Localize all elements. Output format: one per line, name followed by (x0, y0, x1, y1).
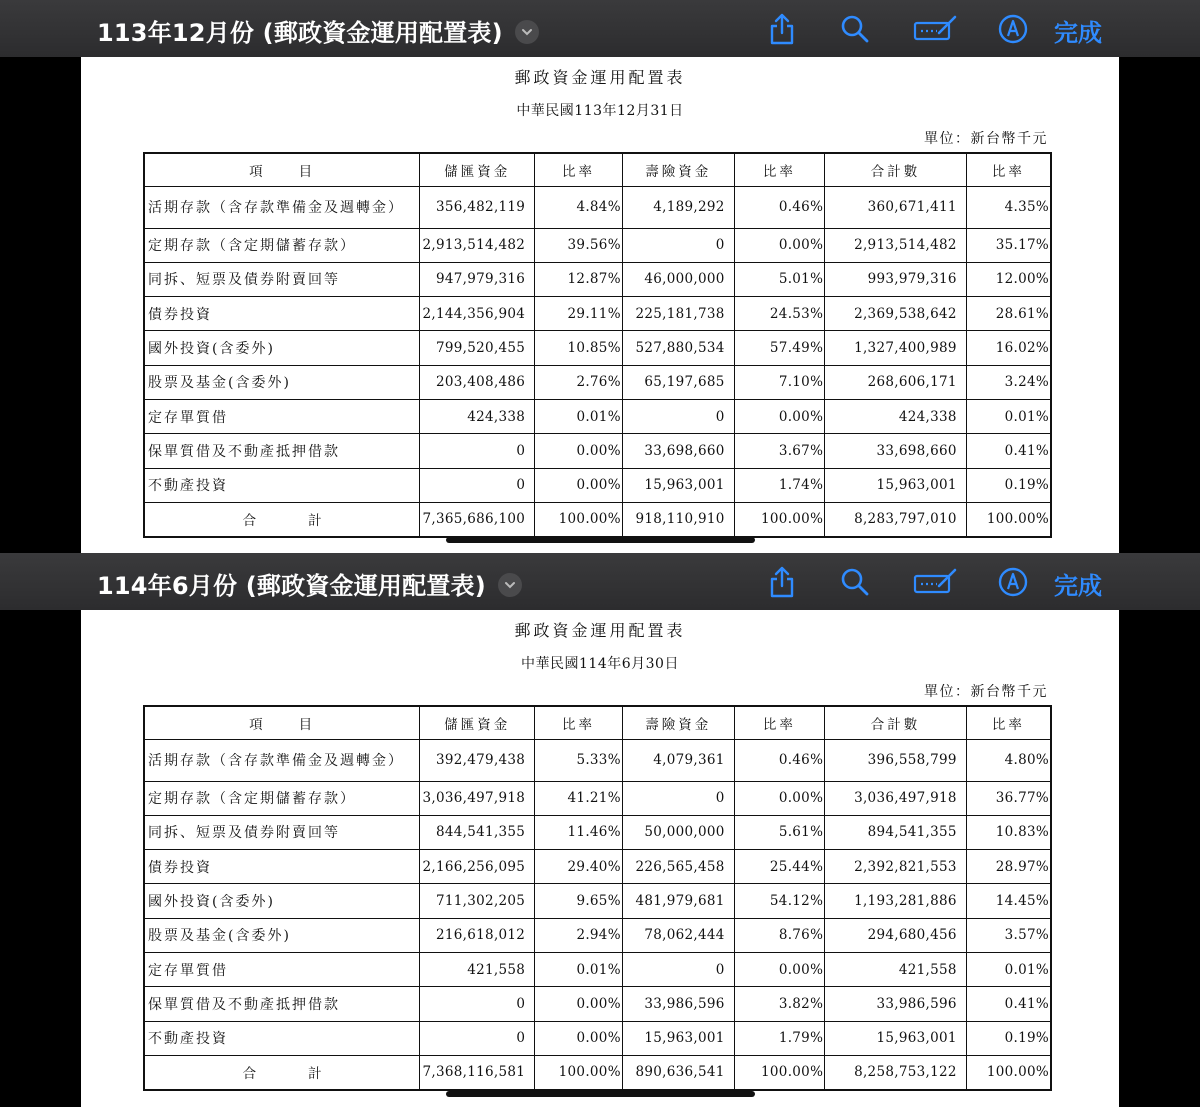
home-indicator[interactable] (446, 1091, 755, 1097)
unit-label: 單位：新台幣千元 (924, 684, 1048, 700)
table-cell: 424,338 (825, 399, 967, 433)
row-label: 國外投資(含委外) (144, 884, 420, 918)
row-label: 同拆、短票及債券附賣回等 (144, 815, 420, 849)
total-cell: 7,365,686,100 (420, 502, 535, 536)
table-cell: 29.40% (535, 850, 623, 884)
table-cell: 7.10% (734, 365, 825, 399)
table-cell: 0 (420, 1021, 535, 1055)
top-toolbar (0, 553, 1200, 610)
share-icon[interactable] (765, 12, 799, 46)
table-cell: 28.61% (966, 297, 1051, 331)
column-header: 合計數 (825, 706, 967, 739)
table-cell: 225,181,738 (622, 297, 734, 331)
row-label: 不動產投資 (144, 468, 420, 502)
table-cell: 9.65% (535, 884, 623, 918)
row-label: 債券投資 (144, 297, 420, 331)
table-cell: 844,541,355 (420, 815, 535, 849)
total-cell: 918,110,910 (622, 502, 734, 536)
search-icon[interactable] (838, 12, 872, 46)
table-row (144, 228, 1051, 262)
unit-label: 單位：新台幣千元 (924, 131, 1048, 147)
row-label: 國外投資(含委外) (144, 331, 420, 365)
table-cell: 46,000,000 (622, 262, 734, 296)
table-cell: 5.01% (734, 262, 825, 296)
column-header: 壽險資金 (622, 153, 734, 186)
table-cell: 0.00% (535, 1021, 623, 1055)
table-cell: 3.82% (734, 987, 825, 1021)
table-cell: 28.97% (966, 850, 1051, 884)
table-row (144, 952, 1051, 986)
table-cell: 894,541,355 (825, 815, 967, 849)
viewer-screen-2 (0, 553, 1200, 1107)
row-label: 活期存款（含存款準備金及週轉金） (144, 186, 420, 228)
table-cell: 16.02% (966, 331, 1051, 365)
table-cell: 1.74% (734, 468, 825, 502)
column-header: 合計數 (825, 153, 967, 186)
table-cell: 4,079,361 (622, 739, 734, 781)
document-page (81, 57, 1119, 553)
table-row (144, 815, 1051, 849)
table-cell: 0.00% (734, 781, 825, 815)
table-cell: 0.01% (535, 952, 623, 986)
table-cell: 3.57% (966, 918, 1051, 952)
table-cell: 0.19% (966, 468, 1051, 502)
table-cell: 0.00% (535, 987, 623, 1021)
table-cell: 50,000,000 (622, 815, 734, 849)
total-cell: 8,258,753,122 (825, 1055, 967, 1089)
allocation-table (143, 152, 1052, 538)
row-label: 定期存款（含定期儲蓄存款） (144, 228, 420, 262)
table-cell: 25.44% (734, 850, 825, 884)
table-row (144, 399, 1051, 433)
total-cell: 100.00% (734, 1055, 825, 1089)
table-cell: 57.49% (734, 331, 825, 365)
total-cell: 100.00% (535, 502, 623, 536)
table-cell: 2,913,514,482 (825, 228, 967, 262)
table-cell: 421,558 (420, 952, 535, 986)
table-cell: 4.84% (535, 186, 623, 228)
table-cell: 711,302,205 (420, 884, 535, 918)
total-row (144, 1055, 1051, 1089)
table-row (144, 262, 1051, 296)
column-header: 比率 (535, 153, 623, 186)
row-label: 定存單質借 (144, 952, 420, 986)
page-title: 郵政資金運用配置表 (514, 68, 686, 87)
table-cell: 0 (420, 987, 535, 1021)
chevron-down-icon[interactable] (498, 573, 522, 597)
column-header: 儲匯資金 (420, 706, 535, 739)
total-cell: 890,636,541 (622, 1055, 734, 1089)
document-title-menu[interactable] (97, 13, 539, 48)
table-cell: 35.17% (966, 228, 1051, 262)
table-cell: 2,913,514,482 (420, 228, 535, 262)
row-label: 定期存款（含定期儲蓄存款） (144, 781, 420, 815)
table-cell: 0.01% (535, 399, 623, 433)
table-cell: 36.77% (966, 781, 1051, 815)
table-row (144, 186, 1051, 228)
table-row (144, 468, 1051, 502)
total-label-part: 計 (308, 1066, 322, 1083)
table-cell: 2,166,256,095 (420, 850, 535, 884)
table-cell: 356,482,119 (420, 186, 535, 228)
table-cell: 15,963,001 (622, 468, 734, 502)
table-cell: 3.67% (734, 434, 825, 468)
top-toolbar (0, 0, 1200, 57)
table-cell: 39.56% (535, 228, 623, 262)
table-row (144, 297, 1051, 331)
table-cell: 12.87% (535, 262, 623, 296)
table-cell: 2,144,356,904 (420, 297, 535, 331)
total-cell: 7,368,116,581 (420, 1055, 535, 1089)
column-header: 比率 (734, 153, 825, 186)
row-label: 保單質借及不動產抵押借款 (144, 434, 420, 468)
page-title: 郵政資金運用配置表 (514, 621, 686, 640)
document-page (81, 610, 1119, 1107)
table-cell: 2.76% (535, 365, 623, 399)
markup-icon[interactable] (912, 12, 958, 46)
table-cell: 2.94% (535, 918, 623, 952)
report-date: 中華民國114年6月30日 (521, 656, 679, 672)
table-cell: 3.24% (966, 365, 1051, 399)
table-cell: 294,680,456 (825, 918, 967, 952)
table-cell: 392,479,438 (420, 739, 535, 781)
pencil-circle-icon[interactable] (996, 565, 1030, 599)
table-cell: 216,618,012 (420, 918, 535, 952)
row-label: 不動產投資 (144, 1021, 420, 1055)
table-cell: 3,036,497,918 (420, 781, 535, 815)
table-cell: 0 (622, 228, 734, 262)
done-button[interactable]: 完成 (1054, 19, 1102, 47)
table-cell: 10.85% (535, 331, 623, 365)
table-cell: 54.12% (734, 884, 825, 918)
table-cell: 0.00% (734, 399, 825, 433)
table-cell: 0.00% (734, 228, 825, 262)
table-cell: 993,979,316 (825, 262, 967, 296)
markup-icon[interactable] (912, 565, 958, 599)
table-cell: 0.46% (734, 186, 825, 228)
total-cell: 8,283,797,010 (825, 502, 967, 536)
table-row (144, 331, 1051, 365)
table-cell: 226,565,458 (622, 850, 734, 884)
share-icon[interactable] (765, 565, 799, 599)
document-title-menu[interactable] (97, 566, 522, 601)
table-cell: 65,197,685 (622, 365, 734, 399)
table-cell: 527,880,534 (622, 331, 734, 365)
table-row (144, 884, 1051, 918)
column-header: 比率 (966, 153, 1051, 186)
table-cell: 5.33% (535, 739, 623, 781)
table-cell: 0.41% (966, 987, 1051, 1021)
table-cell: 1,193,281,886 (825, 884, 967, 918)
table-cell: 1.79% (734, 1021, 825, 1055)
total-cell: 100.00% (966, 502, 1051, 536)
search-icon[interactable] (838, 565, 872, 599)
table-cell: 0 (622, 781, 734, 815)
column-header: 項 目 (144, 153, 420, 186)
table-cell: 396,558,799 (825, 739, 967, 781)
table-row (144, 739, 1051, 781)
table-cell: 41.21% (535, 781, 623, 815)
row-label: 債券投資 (144, 850, 420, 884)
home-indicator[interactable] (446, 537, 755, 543)
total-label (144, 502, 420, 536)
table-cell: 268,606,171 (825, 365, 967, 399)
table-cell: 15,963,001 (825, 1021, 967, 1055)
column-header: 項 目 (144, 706, 420, 739)
row-label: 保單質借及不動產抵押借款 (144, 987, 420, 1021)
document-stage (0, 57, 1200, 553)
document-title: 114年6月份 (郵政資金運用配置表) (97, 572, 486, 600)
report-date: 中華民國113年12月31日 (516, 103, 684, 119)
table-cell: 8.76% (734, 918, 825, 952)
table-cell: 0.00% (734, 952, 825, 986)
table-cell: 0.00% (535, 434, 623, 468)
table-cell: 33,698,660 (622, 434, 734, 468)
total-label-part: 合 (242, 1066, 257, 1083)
table-cell: 33,698,660 (825, 434, 967, 468)
column-header: 壽險資金 (622, 706, 734, 739)
table-cell: 1,327,400,989 (825, 331, 967, 365)
table-row (144, 365, 1051, 399)
table-cell: 947,979,316 (420, 262, 535, 296)
table-cell: 4.80% (966, 739, 1051, 781)
table-cell: 10.83% (966, 815, 1051, 849)
row-label: 股票及基金(含委外) (144, 918, 420, 952)
table-cell: 78,062,444 (622, 918, 734, 952)
table-row (144, 918, 1051, 952)
table-cell: 360,671,411 (825, 186, 967, 228)
table-cell: 0.19% (966, 1021, 1051, 1055)
table-cell: 33,986,596 (622, 987, 734, 1021)
table-cell: 2,392,821,553 (825, 850, 967, 884)
table-cell: 4,189,292 (622, 186, 734, 228)
table-cell: 0 (622, 952, 734, 986)
chevron-down-icon[interactable] (515, 20, 539, 44)
table-cell: 0.01% (966, 952, 1051, 986)
done-button[interactable]: 完成 (1054, 572, 1102, 600)
table-cell: 11.46% (535, 815, 623, 849)
document-title: 113年12月份 (郵政資金運用配置表) (97, 19, 503, 47)
allocation-table (143, 705, 1052, 1091)
table-cell: 0.46% (734, 739, 825, 781)
row-label: 活期存款（含存款準備金及週轉金） (144, 739, 420, 781)
total-label-part: 計 (308, 513, 322, 530)
pencil-circle-icon[interactable] (996, 12, 1030, 46)
table-cell: 0 (420, 468, 535, 502)
total-label-part: 合 (242, 513, 257, 530)
total-cell: 100.00% (966, 1055, 1051, 1089)
total-row (144, 502, 1051, 536)
column-header: 比率 (734, 706, 825, 739)
table-cell: 4.35% (966, 186, 1051, 228)
total-cell: 100.00% (535, 1055, 623, 1089)
table-cell: 203,408,486 (420, 365, 535, 399)
viewer-screen-1 (0, 0, 1200, 553)
row-label: 定存單質借 (144, 399, 420, 433)
table-cell: 29.11% (535, 297, 623, 331)
column-header: 比率 (535, 706, 623, 739)
table-cell: 5.61% (734, 815, 825, 849)
total-cell: 100.00% (734, 502, 825, 536)
table-cell: 3,036,497,918 (825, 781, 967, 815)
table-cell: 424,338 (420, 399, 535, 433)
column-header: 儲匯資金 (420, 153, 535, 186)
table-cell: 0 (622, 399, 734, 433)
table-row (144, 781, 1051, 815)
table-row (144, 987, 1051, 1021)
column-header: 比率 (966, 706, 1051, 739)
table-cell: 0.41% (966, 434, 1051, 468)
row-label: 股票及基金(含委外) (144, 365, 420, 399)
document-stage (0, 610, 1200, 1107)
table-cell: 14.45% (966, 884, 1051, 918)
table-cell: 0.01% (966, 399, 1051, 433)
table-cell: 12.00% (966, 262, 1051, 296)
table-cell: 421,558 (825, 952, 967, 986)
total-label (144, 1055, 420, 1089)
table-cell: 33,986,596 (825, 987, 967, 1021)
table-row (144, 850, 1051, 884)
table-cell: 15,963,001 (622, 1021, 734, 1055)
table-cell: 15,963,001 (825, 468, 967, 502)
row-label: 同拆、短票及債券附賣回等 (144, 262, 420, 296)
table-cell: 0.00% (535, 468, 623, 502)
table-row (144, 1021, 1051, 1055)
table-cell: 24.53% (734, 297, 825, 331)
table-cell: 481,979,681 (622, 884, 734, 918)
table-row (144, 434, 1051, 468)
table-cell: 799,520,455 (420, 331, 535, 365)
table-cell: 0 (420, 434, 535, 468)
table-cell: 2,369,538,642 (825, 297, 967, 331)
